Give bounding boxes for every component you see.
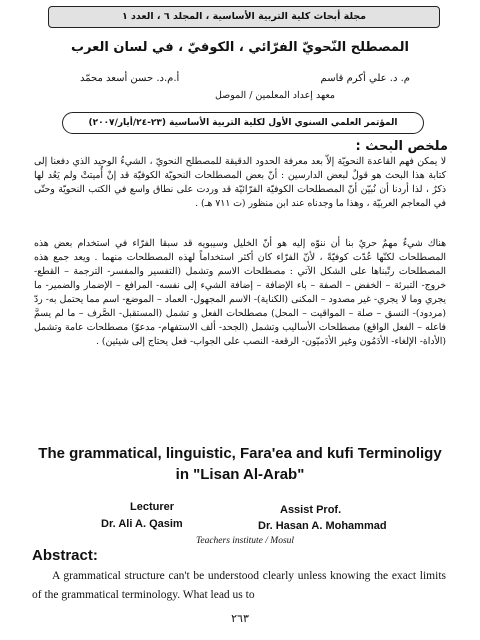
english-affiliation: Teachers institute / Mosul <box>195 536 295 546</box>
english-title: The grammatical, linguistic, Fara'ea and kufi Terminoligy in "Lisan Al-Arab" <box>38 445 442 483</box>
journal-header: مجلة أبحاث كلية التربية الأساسية ، المجلد ٦ ، العدد ١ <box>48 6 440 28</box>
arabic-affiliation: معهد إعداد المعلمين / الموصل <box>214 90 336 101</box>
arabic-authors <box>80 73 410 84</box>
arabic-title: المصطلح النّحويّ الفرّائي ، الكوفيّ ، في لسان العرب <box>71 40 409 55</box>
arabic-abstract-heading: ملخص البحث : <box>355 139 448 154</box>
page-number: ٢٦٣ <box>231 612 249 625</box>
english-abstract-heading: Abstract: <box>32 547 98 564</box>
conference-banner: المؤتمر العلمي السنوي الأول لكلية التربية الأساسية (٢٣-٢٤/أيار/٢٠٠٧) <box>62 112 424 134</box>
author-1-role: Lecturer <box>130 501 175 513</box>
english-abstract-body: A grammatical structure can't be understood clearly unless knowing the exact limits of the grammatical terminology. What lead us to <box>32 570 446 601</box>
arabic-abstract-paragraph-1: لا يمكن فهم القاعدة النحويّة إلاّ بعد معرفة الحدود الدقيقة للمصطلح النحويّ ، الشيءُ الوحيد الذي دفعنا إلى كتابة هذا البحث هو قولٌ لبعض الدارسين : أنّ بعض المصطلحات النحويّة الكوفيّة قد إنْ أُميتتْ ولم يَعُد لها ذكرٌ ، لذا أردنا أن نُبيّن أنّ المصطلحات الكوفيّة الفرّائيّة قد وردت على نطاق واسع في الكتب النحويّة وحتّى في المعاجم العربيّة ، وهذا ما وجدناه عند ابن منظور (ت ٧١١ هـ) . <box>34 156 446 209</box>
arabic-abstract-paragraph-2: هناك شيءٌ مهمٌ حريٌ بنا أن ننوّه إليه هو أنّ الخليل وسيبويه قد سبقا الفرّاء في استخدام بعض هذه المصطلحات لكنّها عُدّت كوفيّةً ، لأنّ الفرّاء كان أكثر استخداماً لهذه المصطلحات منهما . ويعد جمع هذه المصطلحات رتّبناها على الشكل الآتي : مصطلحات الاسم وتشمل (التفسير والمفسر- الترجمة – القطع- خروج- التبرئة – الخفض – الصفة – باء الإضافة – إضافة الشيء إلى نفسه- المرافع – الإضمار والضمير- ما يجري وما لا يجري- غير مصدود – المكنى (الكناية)- الاسم المجهول- العماد – الموضع- اسم مما يحتمل به- ردّ (مردود)- النسق – صلة – المواقيت – المحل) مصطلحات الفعل و تشمل (المستقبل- الصَّرف – ما لم يسمَّ فاعله – الفعل الواقع) مصطلحات الأساليب وتشمل (الجحد- ألف الاستفهام- مدعوّ) مصطلحات عامة وتشمل (الأداة- الإلغاء- الأدَمُون وغير الأدَميّون- الرقعة- النصب على الجواب- فعل يحتاج إلى شيئين) . <box>34 238 446 347</box>
arabic-author-2: أ.م.د. حسن أسعد محمّد <box>80 73 180 84</box>
author-1-name: Dr. Ali A. Qasim <box>101 518 183 530</box>
author-2-name: Dr. Hasan A. Mohammad <box>258 520 387 532</box>
arabic-author-1: م. د. علي أكرم قاسم <box>320 73 410 84</box>
author-2-role: Assist Prof. <box>280 504 342 516</box>
